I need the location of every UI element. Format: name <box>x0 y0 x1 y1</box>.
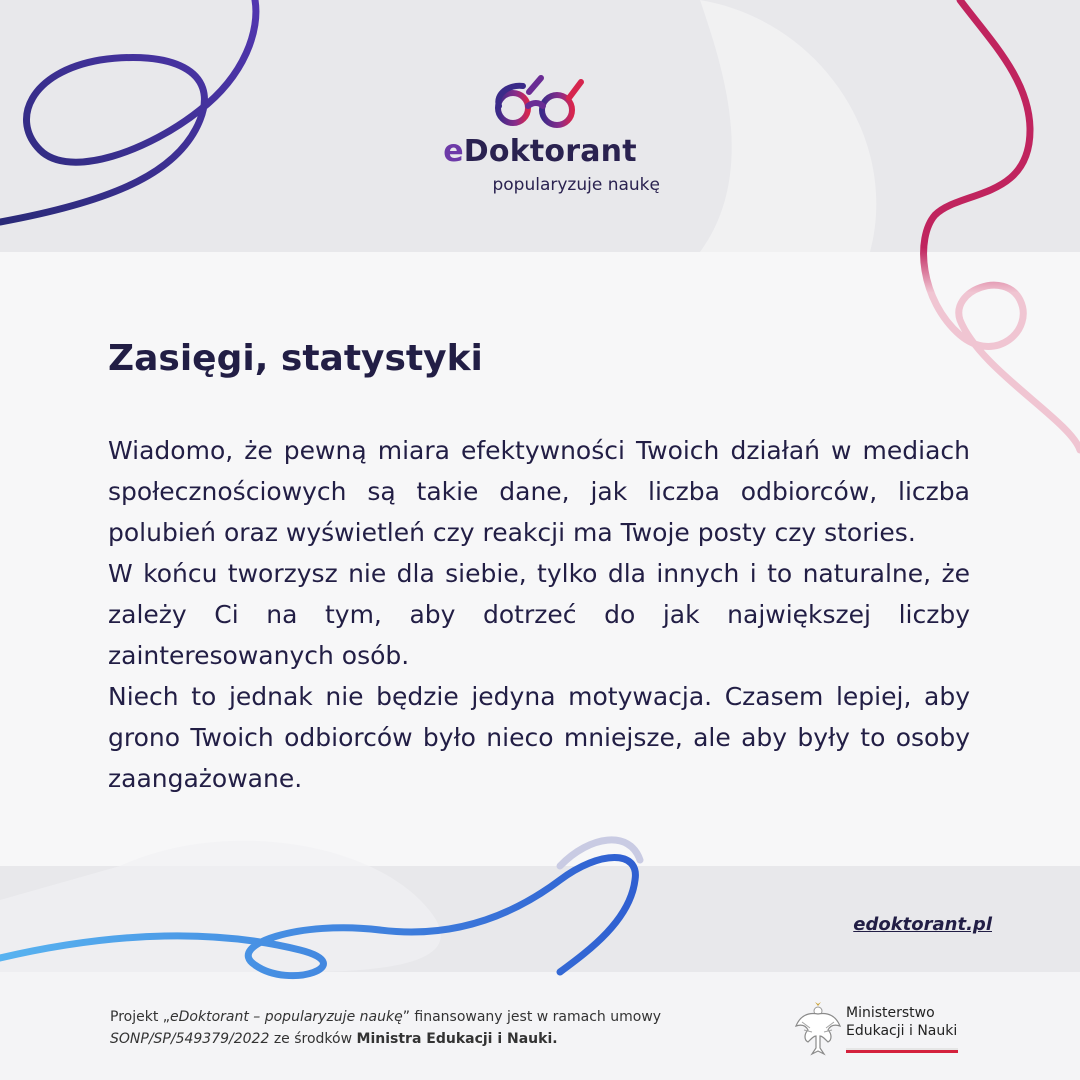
edoktorant-logo <box>380 72 700 202</box>
paragraph-2: W końcu tworzysz nie dla siebie, tylko dla innych i to naturalne, że zależy Ci na tym, aby dotrzeć do jak największej liczby zainteresowanych osób. <box>108 559 970 670</box>
ministry-logo <box>794 1000 974 1060</box>
body-text <box>108 430 970 799</box>
website-link[interactable]: edoktorant.pl <box>853 914 992 935</box>
paragraph-1: Wiadomo, że pewną miara efektywności Twoich działań w mediach społecznościowych są takie dane, jak liczba odbiorców, liczba polubień oraz wyświetleń czy reakcji ma Twoje posty czy stories. <box>108 436 970 547</box>
logo-title: eDoktorant <box>443 134 637 169</box>
glasses-logo-icon <box>485 72 595 134</box>
funding-note: Projekt „eDoktorant – popularyzuje naukę” finansowany jest w ramach umowy SONP/SP/549379/2022 ze środków Ministra Edukacji i Nauki. <box>110 1009 662 1047</box>
eagle-emblem-icon <box>794 1000 842 1056</box>
page-title: Zasięgi, statystyki <box>108 338 483 379</box>
logo-subtitle: popularyzuje naukę <box>492 175 660 195</box>
ministry-name: Ministerstwo Edukacji i Nauki <box>846 1005 958 1039</box>
paragraph-3: Niech to jednak nie będzie jedyna motywacja. Czasem lepiej, aby grono Twoich odbiorców było nieco mniejsze, ale aby były to osoby zaangażowane. <box>108 682 970 793</box>
flag-stripe <box>846 1048 958 1053</box>
